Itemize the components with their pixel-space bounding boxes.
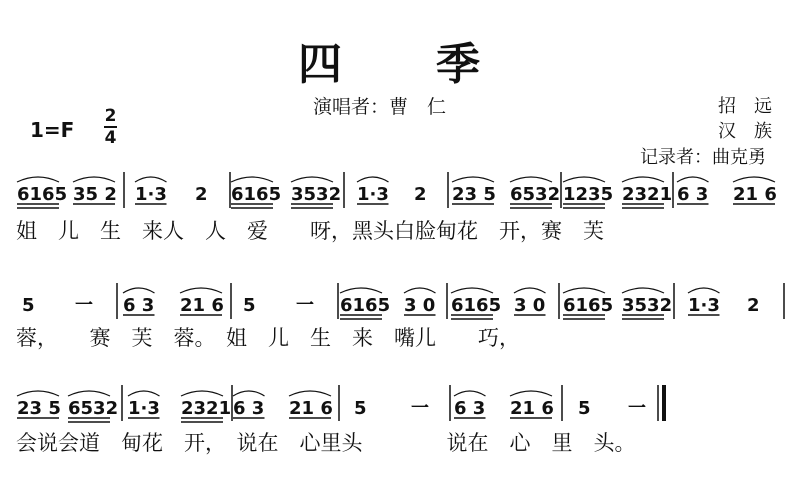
- slur-arc: [452, 177, 494, 182]
- note-group: 1·3: [357, 184, 389, 205]
- singer-credit: 演唱者：曹 仁: [313, 96, 447, 118]
- note-group: 3532: [291, 184, 342, 205]
- note-group: 21 6: [510, 398, 554, 419]
- note-group: 2: [195, 184, 208, 205]
- note-group: 2: [414, 184, 427, 205]
- slur-arc: [17, 177, 59, 182]
- key-signature: 1=F: [30, 118, 75, 142]
- slur-arc: [622, 288, 664, 293]
- note-group: 1·3: [128, 398, 160, 419]
- slur-arc: [289, 391, 331, 396]
- note-group: 一: [411, 398, 429, 419]
- note-group: 23 5: [452, 184, 496, 205]
- note-group: 35 2: [73, 184, 117, 205]
- note-group: 6165: [231, 184, 282, 205]
- slur-arc: [73, 177, 115, 182]
- note-group: 21 6: [289, 398, 333, 419]
- slur-arc: [563, 177, 605, 182]
- note-group: 6165: [340, 295, 391, 316]
- note-group: 21 6: [180, 295, 224, 316]
- slur-arc: [404, 288, 436, 293]
- note-group: 6165: [563, 295, 614, 316]
- slur-arc: [451, 288, 493, 293]
- time-signature-top: 2: [104, 106, 117, 126]
- slur-arc: [231, 177, 273, 182]
- title-char-1: 四: [298, 39, 344, 90]
- note-group: 一: [296, 295, 314, 316]
- lyrics-line: 会说会道 甸花 开， 说在 心里头 说在 心 里 头。: [16, 431, 636, 455]
- slur-arc: [340, 288, 382, 293]
- slur-arc: [128, 391, 160, 396]
- note-group: 23 5: [17, 398, 61, 419]
- note-group: 一: [75, 295, 93, 316]
- note-group: 5: [578, 398, 591, 419]
- recorder-credit: 记录者：曲克勇: [640, 147, 766, 168]
- note-group: 2321: [622, 184, 673, 205]
- note-group: 1235: [563, 184, 614, 205]
- slur-arc: [17, 391, 59, 396]
- note-group: 6 3: [233, 398, 265, 419]
- note-group: 2: [747, 295, 760, 316]
- slur-arc: [68, 391, 110, 396]
- region-line-2: 汉 族: [718, 121, 772, 142]
- note-group: 6532: [68, 398, 119, 419]
- note-group: 1·3: [688, 295, 720, 316]
- note-group: 5: [354, 398, 367, 419]
- title-char-2: 季: [436, 39, 482, 90]
- slur-arc: [454, 391, 486, 396]
- slur-arc: [357, 177, 389, 182]
- note-group: 6165: [451, 295, 502, 316]
- slur-arc: [510, 391, 552, 396]
- note-group: 1·3: [135, 184, 167, 205]
- note-group: 6 3: [123, 295, 155, 316]
- note-group: 6165: [17, 184, 68, 205]
- slur-arc: [510, 177, 552, 182]
- note-group: 5: [243, 295, 256, 316]
- note-group: 一: [628, 398, 646, 419]
- slur-arc: [688, 288, 720, 293]
- lyrics-line: 姐 儿 生 来人 人 爱 呀，黑头白脸甸花 开，赛 芙: [16, 219, 604, 243]
- note-group: 6 3: [677, 184, 709, 205]
- time-signature-bottom: 4: [104, 127, 117, 148]
- region-line-1: 招 远: [718, 96, 772, 117]
- slur-arc: [563, 288, 605, 293]
- note-group: 5: [22, 295, 35, 316]
- slur-arc: [514, 288, 546, 293]
- note-group: 3 0: [514, 295, 546, 316]
- note-group: 2321: [181, 398, 232, 419]
- slur-arc: [123, 288, 155, 293]
- note-group: 3 0: [404, 295, 436, 316]
- slur-arc: [135, 177, 167, 182]
- note-group: 3532: [622, 295, 673, 316]
- slur-arc: [291, 177, 333, 182]
- slur-arc: [733, 177, 775, 182]
- slur-arc: [677, 177, 709, 182]
- slur-arc: [622, 177, 664, 182]
- slur-arc: [233, 391, 265, 396]
- slur-arc: [181, 391, 223, 396]
- lyrics-line: 蓉， 赛 芙 蓉。 姐 儿 生 来 嘴儿 巧，: [16, 326, 520, 350]
- note-group: 21 6: [733, 184, 777, 205]
- note-group: 6 3: [454, 398, 486, 419]
- note-group: 6532: [510, 184, 561, 205]
- slur-arc: [180, 288, 222, 293]
